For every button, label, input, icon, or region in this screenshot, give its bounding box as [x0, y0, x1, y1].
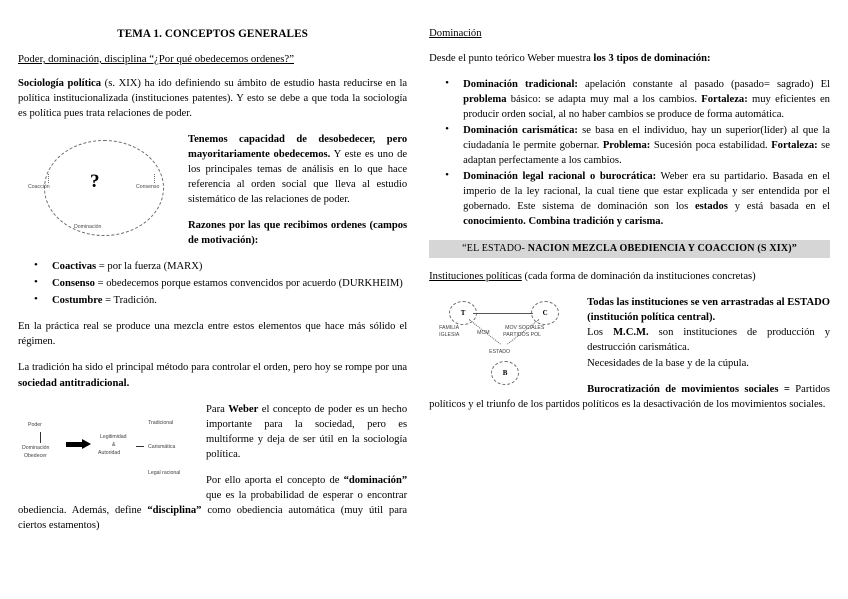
diagram-label-legitimidad: Legitimidad	[100, 433, 127, 440]
mix-paragraph: En la práctica real se produce una mezcla entre estos elementos que hace más sólido el régimen.	[18, 321, 408, 348]
intro-start: Desde el punto teórico Weber muestra	[429, 53, 594, 64]
domination-term: “dominación”	[343, 474, 408, 486]
arrow-shaft	[66, 442, 83, 447]
diagram-label-partidos-pol: PARTIDOS POL	[503, 332, 541, 339]
reason-term: Costumbre	[52, 295, 103, 307]
diagram-label-mcm: MCM	[477, 330, 490, 337]
reason-text: = Tradición.	[102, 295, 157, 307]
tradition-bold: sociedad antitradicional.	[18, 377, 130, 389]
type-b1: Problema:	[602, 140, 651, 152]
reason-term: Consenso	[52, 278, 95, 290]
type-part1: se basa en el individuo, hay un superior(líder) al que la ciudadanía le permite gobernar.	[463, 125, 830, 152]
type-part1: Weber era su partidario. Basada en el imperio de la ley racional, la cual tiene que estar explicada y ser entendida por el gobernado. Este sistema de dominación son los	[463, 171, 830, 213]
diagram-label-ampersand: &	[112, 441, 116, 448]
diagram-label-estado: ESTADO	[489, 349, 511, 356]
intro-paragraph	[18, 76, 407, 121]
type-part3: muy eficientes en producir orden social, al no haber cambios se produce de forma automática.	[463, 94, 830, 121]
diagram-label-carismatica: Carismática	[148, 443, 176, 450]
type-b1: problema	[463, 94, 507, 106]
type-b2: Fortaleza:	[771, 140, 818, 152]
horizontal-connector-line	[136, 446, 144, 447]
vertical-connector-line	[40, 432, 41, 443]
power-legitimacy-authority-diagram	[20, 412, 202, 490]
institutions-state-bold: Todas las instituciones se ven arrastradas al ESTADO (institución política central).	[587, 297, 830, 324]
diagram-label-autoridad: Autoridad	[98, 449, 121, 456]
diagram-label-legal-racional: Legal racional	[148, 469, 181, 476]
section-subtitle: Poder, dominación, disciplina “¿Por qué obedecemos ordenes?”	[18, 53, 295, 65]
domination-heading: Dominación	[429, 28, 482, 39]
list-item	[18, 293, 407, 308]
diagram-label-coaccion: Coacción	[28, 184, 50, 191]
domination-start: Por ello aporta el concepto de	[206, 474, 344, 486]
intro-bold: los 3 tipos de dominación:	[593, 53, 711, 64]
diagram-label-dominacion: Dominación	[74, 224, 102, 231]
reason-text: = obedecemos porque estamos convencidos por acuerdo (DURKHEIM)	[94, 278, 403, 290]
type-b2: conocimiento. Combina tradición y carisma.	[463, 216, 664, 228]
mcm-start: Los	[587, 327, 614, 339]
diagram-label-iglesia: IGLESIA	[439, 332, 460, 339]
institutions-line	[429, 269, 830, 284]
reasons-heading-text: Razones por las que recibimos ordenes (campos de motivación):	[188, 220, 408, 247]
link-horizontal-line	[473, 313, 533, 314]
list-item	[18, 276, 407, 291]
weber-rest: el concepto de poder es un hecho importante para la sociedad, pero es multiforme y deja de ser útil en la sociología política.	[206, 403, 408, 460]
list-item	[18, 259, 407, 274]
intro-lead: Sociología política	[18, 78, 102, 89]
mcm-bold: M.C.M.	[613, 327, 649, 339]
tick-right-icon	[154, 174, 155, 183]
diagram-label-dominacion-2: Dominación	[22, 444, 50, 451]
list-item	[429, 123, 830, 168]
coercion-consensus-domination-diagram	[22, 134, 182, 242]
institutions-heading: Instituciones políticas	[429, 271, 522, 283]
arrow-head	[82, 439, 91, 449]
bureaucracy-bold: Burocratización de movimientos sociales =	[587, 383, 790, 395]
domination-types-list	[429, 77, 830, 229]
type-b2: Fortaleza:	[701, 94, 748, 106]
reason-term: Coactivas	[52, 261, 97, 273]
node-carismatica: C	[531, 301, 559, 325]
diagram-label-tradicional: Tradicional	[148, 419, 174, 426]
needs-text: Necesidades de la base y de la cúpula.	[587, 357, 749, 369]
obedience-bold: Tenemos capacidad de desobedecer, pero mayoritariamente obedecemos.	[188, 134, 408, 161]
type-term: Dominación legal racional o burocrática:	[463, 171, 657, 183]
type-term: Dominación carismática:	[463, 125, 578, 137]
intro-rest: (s. XIX) ha ido definiendo su ámbito de estudio hasta reducirse en la política institucionalizada (instituciones patentes). Y esto se debe a que toda la sociología es política pues trata relaciones de poder.	[18, 78, 408, 120]
two-column-layout	[18, 28, 830, 544]
institutions-rest: (cada forma de dominación da instituciones concretas)	[521, 271, 756, 283]
bureaucracy-rest: Partidos políticos y el triunfo de los partidos políticos es la desactivación de los movimientos sociales.	[429, 383, 831, 410]
banner-open: “EL ESTADO-	[462, 243, 526, 255]
state-nation-banner	[429, 240, 830, 258]
diagram-label-mov-sociales: MOV SOCIALES	[505, 325, 545, 332]
mcm-rest: son instituciones de producción y destrucción carismática.	[587, 327, 830, 354]
reason-text: = por la fuerza (MARX)	[96, 261, 203, 273]
arrow-right-icon	[66, 440, 92, 448]
weber-start: Para	[206, 403, 229, 415]
question-mark-label: ?	[90, 171, 100, 193]
domination-mid: que es la probabilidad de esperar o encontrar obediencia. Además, define	[18, 489, 408, 516]
node-burocratica: B	[491, 361, 519, 385]
type-part3: se adaptan perfectamente a los cambios.	[463, 140, 831, 167]
type-part2: Sucesión poca estabilidad.	[650, 140, 772, 152]
diagram-label-familia: FAMILIA	[439, 325, 460, 332]
type-b1: estados	[694, 201, 728, 213]
weber-name: Weber	[228, 403, 259, 415]
left-column	[18, 28, 407, 544]
obedience-rest: Y este es uno de los principales temas de análisis en lo que hace referencia al orden social que lleva al estudio sistemático de las relaciones de poder.	[188, 149, 408, 206]
tradition-paragraph	[18, 360, 407, 390]
right-column	[429, 28, 830, 412]
diagram-label-poder: Poder	[28, 421, 42, 428]
type-part2: básico: se adapta muy mal a los cambios.	[506, 94, 702, 106]
page-title: TEMA 1. CONCEPTOS GENERALES	[117, 28, 308, 40]
institutions-network-diagram	[439, 299, 581, 387]
node-tradicional: T	[449, 301, 477, 325]
domination-end: como obediencia automática (muy útil para ciertos estamentos)	[18, 504, 408, 531]
tradition-start: La tradición ha sido el principal método para controlar el orden, pero hoy se rompe por una	[18, 362, 408, 374]
list-item	[429, 169, 830, 229]
diagram-label-obedecer: Obedecer	[24, 452, 47, 459]
diagram-label-consenso: Consenso	[136, 184, 160, 191]
type-term: Dominación tradicional:	[463, 79, 578, 91]
type-part1: apelación constante al pasado (pasado= sagrado) El	[577, 79, 830, 91]
list-item	[429, 77, 830, 122]
discipline-term: “disciplina”	[147, 504, 202, 516]
domination-intro	[429, 51, 830, 66]
type-part2: y está basada en el	[727, 201, 830, 213]
banner-bold: NACION MEZCLA OBEDIENCIA Y COACCION (S XIX)”	[525, 243, 797, 255]
reasons-list	[18, 259, 407, 308]
tick-left-icon	[48, 174, 49, 183]
